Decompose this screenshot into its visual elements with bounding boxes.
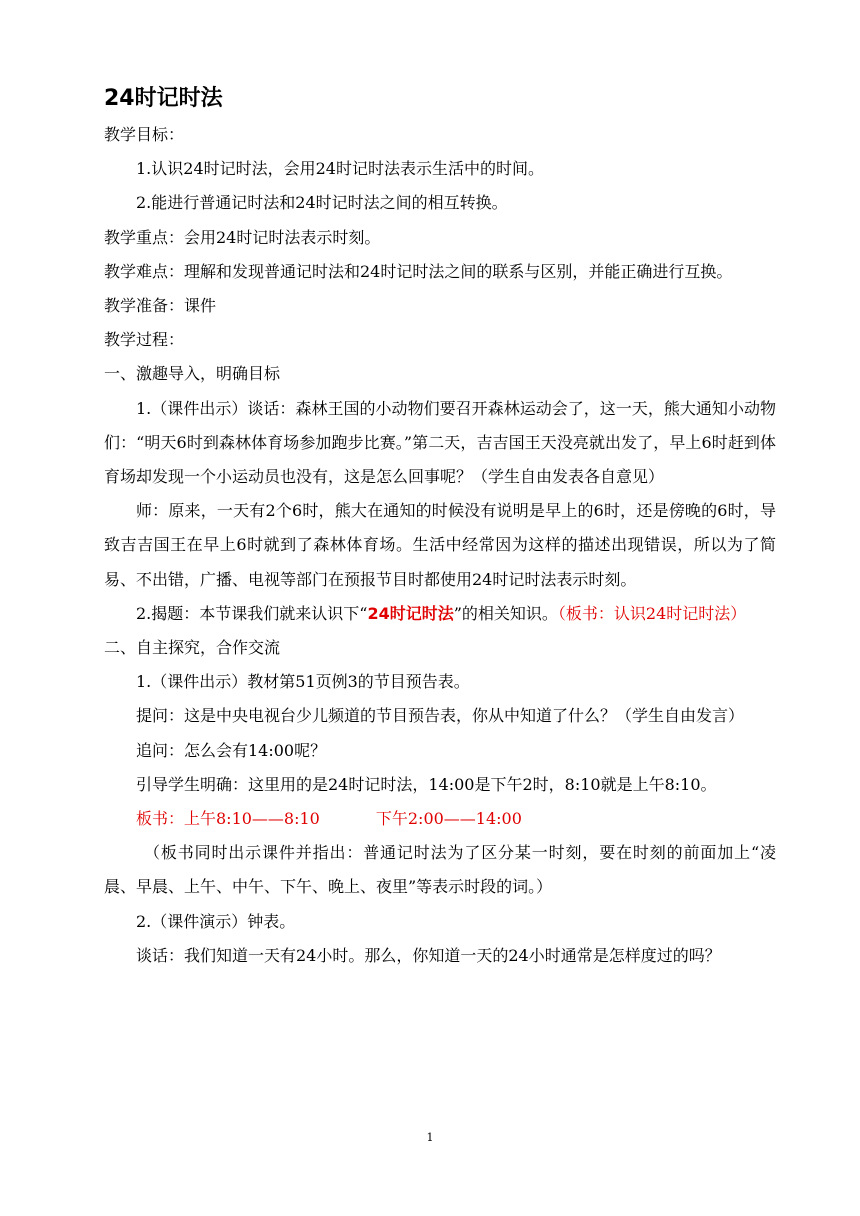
topic-highlight: 24时记时法 [367, 603, 454, 623]
section-1-paragraph-2: 师：原来，一天有2个6时，熊大在通知的时候没有说明是早上的6时，还是傍晚的6时，导致吉吉国王在早上6时就到了森林体育场。生活中经常因为这样的描述出现错误，所以为了简易、不出错，广播、电视等部门在预报节目时都使用24时记时法表示时刻。 [104, 501, 776, 589]
section-2-heading: 二、自主探究，合作交流 [104, 638, 281, 658]
goals-heading: 教学目标： [104, 125, 185, 144]
board-writing [104, 802, 776, 836]
topic-intro-text: 2.揭题：本节课我们就来认识下“ [136, 603, 368, 623]
topic-intro-tail: ”的相关知识。 [453, 603, 558, 623]
board-note: （板书：认识24时记时法） [557, 603, 747, 623]
section-2-paragraph-2: 提问：这是中央电视台少儿频道的节目预告表，你从中知道了什么？（学生自由发言） [136, 706, 745, 726]
section-2-paragraph-7: 谈话：我们知道一天有24小时。那么，你知道一天的24小时通常是怎样度过的吗？ [136, 945, 721, 965]
section-1-heading: 一、激趣导入，明确目标 [104, 364, 281, 384]
difficulty: 教学难点：理解和发现普通记时法和24时记时法之间的联系与区别，并能正确进行互换。 [104, 261, 733, 281]
section-2-paragraph-6: 2.（课件演示）钟表。 [136, 911, 296, 931]
section-2-paragraph-1: 1.（课件出示）教材第51页例3的节目预告表。 [136, 672, 470, 692]
goal-2: 2.能进行普通记时法和24时记时法之间的相互转换。 [136, 193, 508, 213]
preparation: 教学准备：课件 [104, 296, 217, 316]
board-morning: 板书：上午8:10——8:10 [136, 809, 320, 829]
lesson-body [104, 118, 776, 973]
goal-1: 1.认识24时记时法，会用24时记时法表示生活中的时间。 [136, 159, 544, 179]
section-2-paragraph-5: （板书同时出示课件并指出：普通记时法为了区分某一时刻，要在时刻的前面加上“凌晨、早晨、上午、中午、下午、晚上、夜里”等表示时段的词。） [104, 843, 776, 897]
section-2-paragraph-4: 引导学生明确：这里用的是24时记时法，14:00是下午2时，8:10就是上午8:10。 [136, 774, 717, 794]
board-afternoon: 下午2:00——14:00 [375, 809, 522, 829]
page-title: 24时记时法 [104, 86, 223, 111]
section-1-paragraph-1: 1.（课件出示）谈话：森林王国的小动物们要召开森林运动会了，这一天，熊大通知小动物们：“明天6时到森林体育场参加跑步比赛。”第二天，吉吉国王天没亮就出发了，早上6时赶到体育场却发现一个小运动员也没有，这是怎么回事呢？（学生自由发表各自意见） [104, 398, 776, 487]
process-heading: 教学过程： [104, 330, 185, 350]
key-point: 教学重点：会用24时记时法表示时刻。 [104, 227, 381, 247]
section-2-paragraph-3: 追问：怎么会有14:00呢？ [136, 740, 327, 760]
page-number: 1 [426, 1131, 434, 1144]
section-1-paragraph-3 [104, 597, 776, 631]
